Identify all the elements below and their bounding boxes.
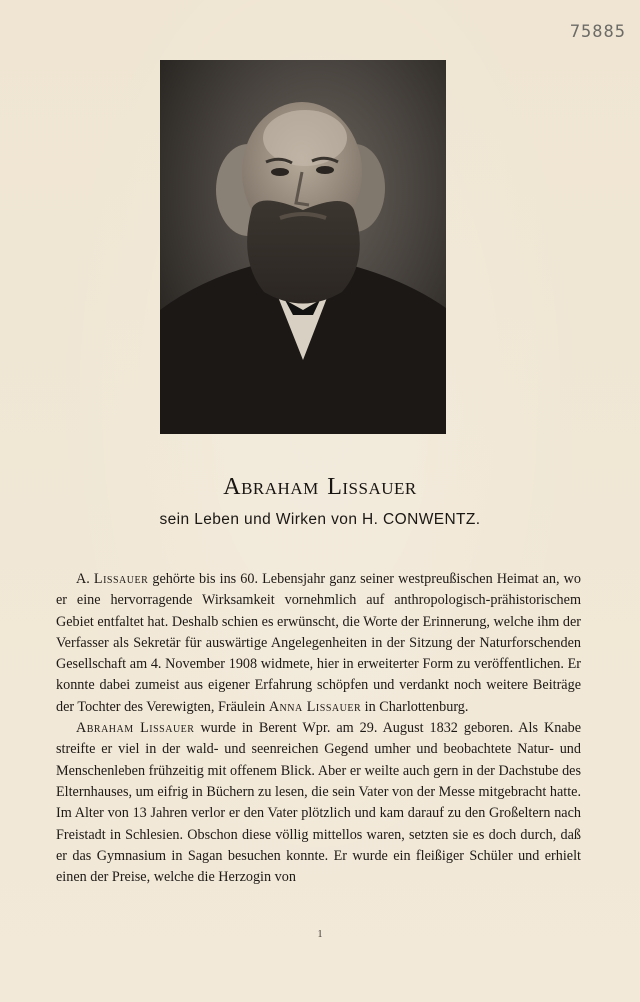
p1-run-4: Anna Lissauer (268, 698, 362, 715)
paragraph-2 (56, 718, 581, 888)
p1-run-1: A. (76, 571, 94, 587)
p1-run-3: gehörte bis ins 60. Lebensjahr ganz seiner westpreußischen Heimat an, wo er eine hervorragende Wirksamkeit vornehmlich auf anthropologisch-prähistorischem Gebiet entfaltet hat. Deshalb schien es erwünscht, die Worte der Erinnerung, welche ihm der Verfasser als Sekretär für auswärtige Angelegenheiten in der Sitzung der Naturforschenden Gesellschaft am 4. November 1908 widmete, hier in erweiterter Form zu veröffentlichen. Er konnte dabei zumeist aus eigener Erfahrung schöpfen und verdankt noch weitere Beiträge der Tochter des Verewigten, Fräulein (56, 571, 582, 715)
paragraph-1 (56, 569, 581, 718)
title-first-name: Abraham (223, 474, 319, 500)
p1-run-5: in Charlottenburg. (361, 698, 469, 715)
page-subtitle: sein Leben und Wirken von H. CONWENTZ. (159, 511, 481, 528)
portrait-photo (160, 60, 446, 434)
page-title (0, 468, 640, 502)
p1-run-2: Lissauer (93, 571, 149, 587)
p2-run-2: wurde in Berent Wpr. am 29. August 1832 geboren. Als Knabe streifte er viel in der wald- und seenreichen Gegend umher und beobachtete Natur- und Menschenleben frühzeitig mit offenem Blick. Aber er weilte auch gern in der Dachstube des Elternhauses, um eifrig in Büchern zu lesen, die sein Vater von der Messe mitgebracht hatte. Im Alter von 13 Jahren verlor er den Vater plötzlich und kam darauf zu den Großeltern nach Freistadt in Schlesien. Obschon diese völlig mittellos waren, setzten sie es doch durch, daß er das Gymnasium in Sagan besuchen konnte. Er wurde ein fleißiger Schüler und erhielt einen der Preise, welche die Herzogin von (56, 720, 582, 886)
archive-number: 75885 (569, 22, 626, 42)
title-last-name: Lissauer (327, 474, 417, 500)
p2-run-1: Abraham Lissauer (76, 720, 195, 737)
portrait-image (160, 60, 446, 434)
page-number: 1 (317, 929, 323, 940)
main-body (56, 569, 581, 888)
